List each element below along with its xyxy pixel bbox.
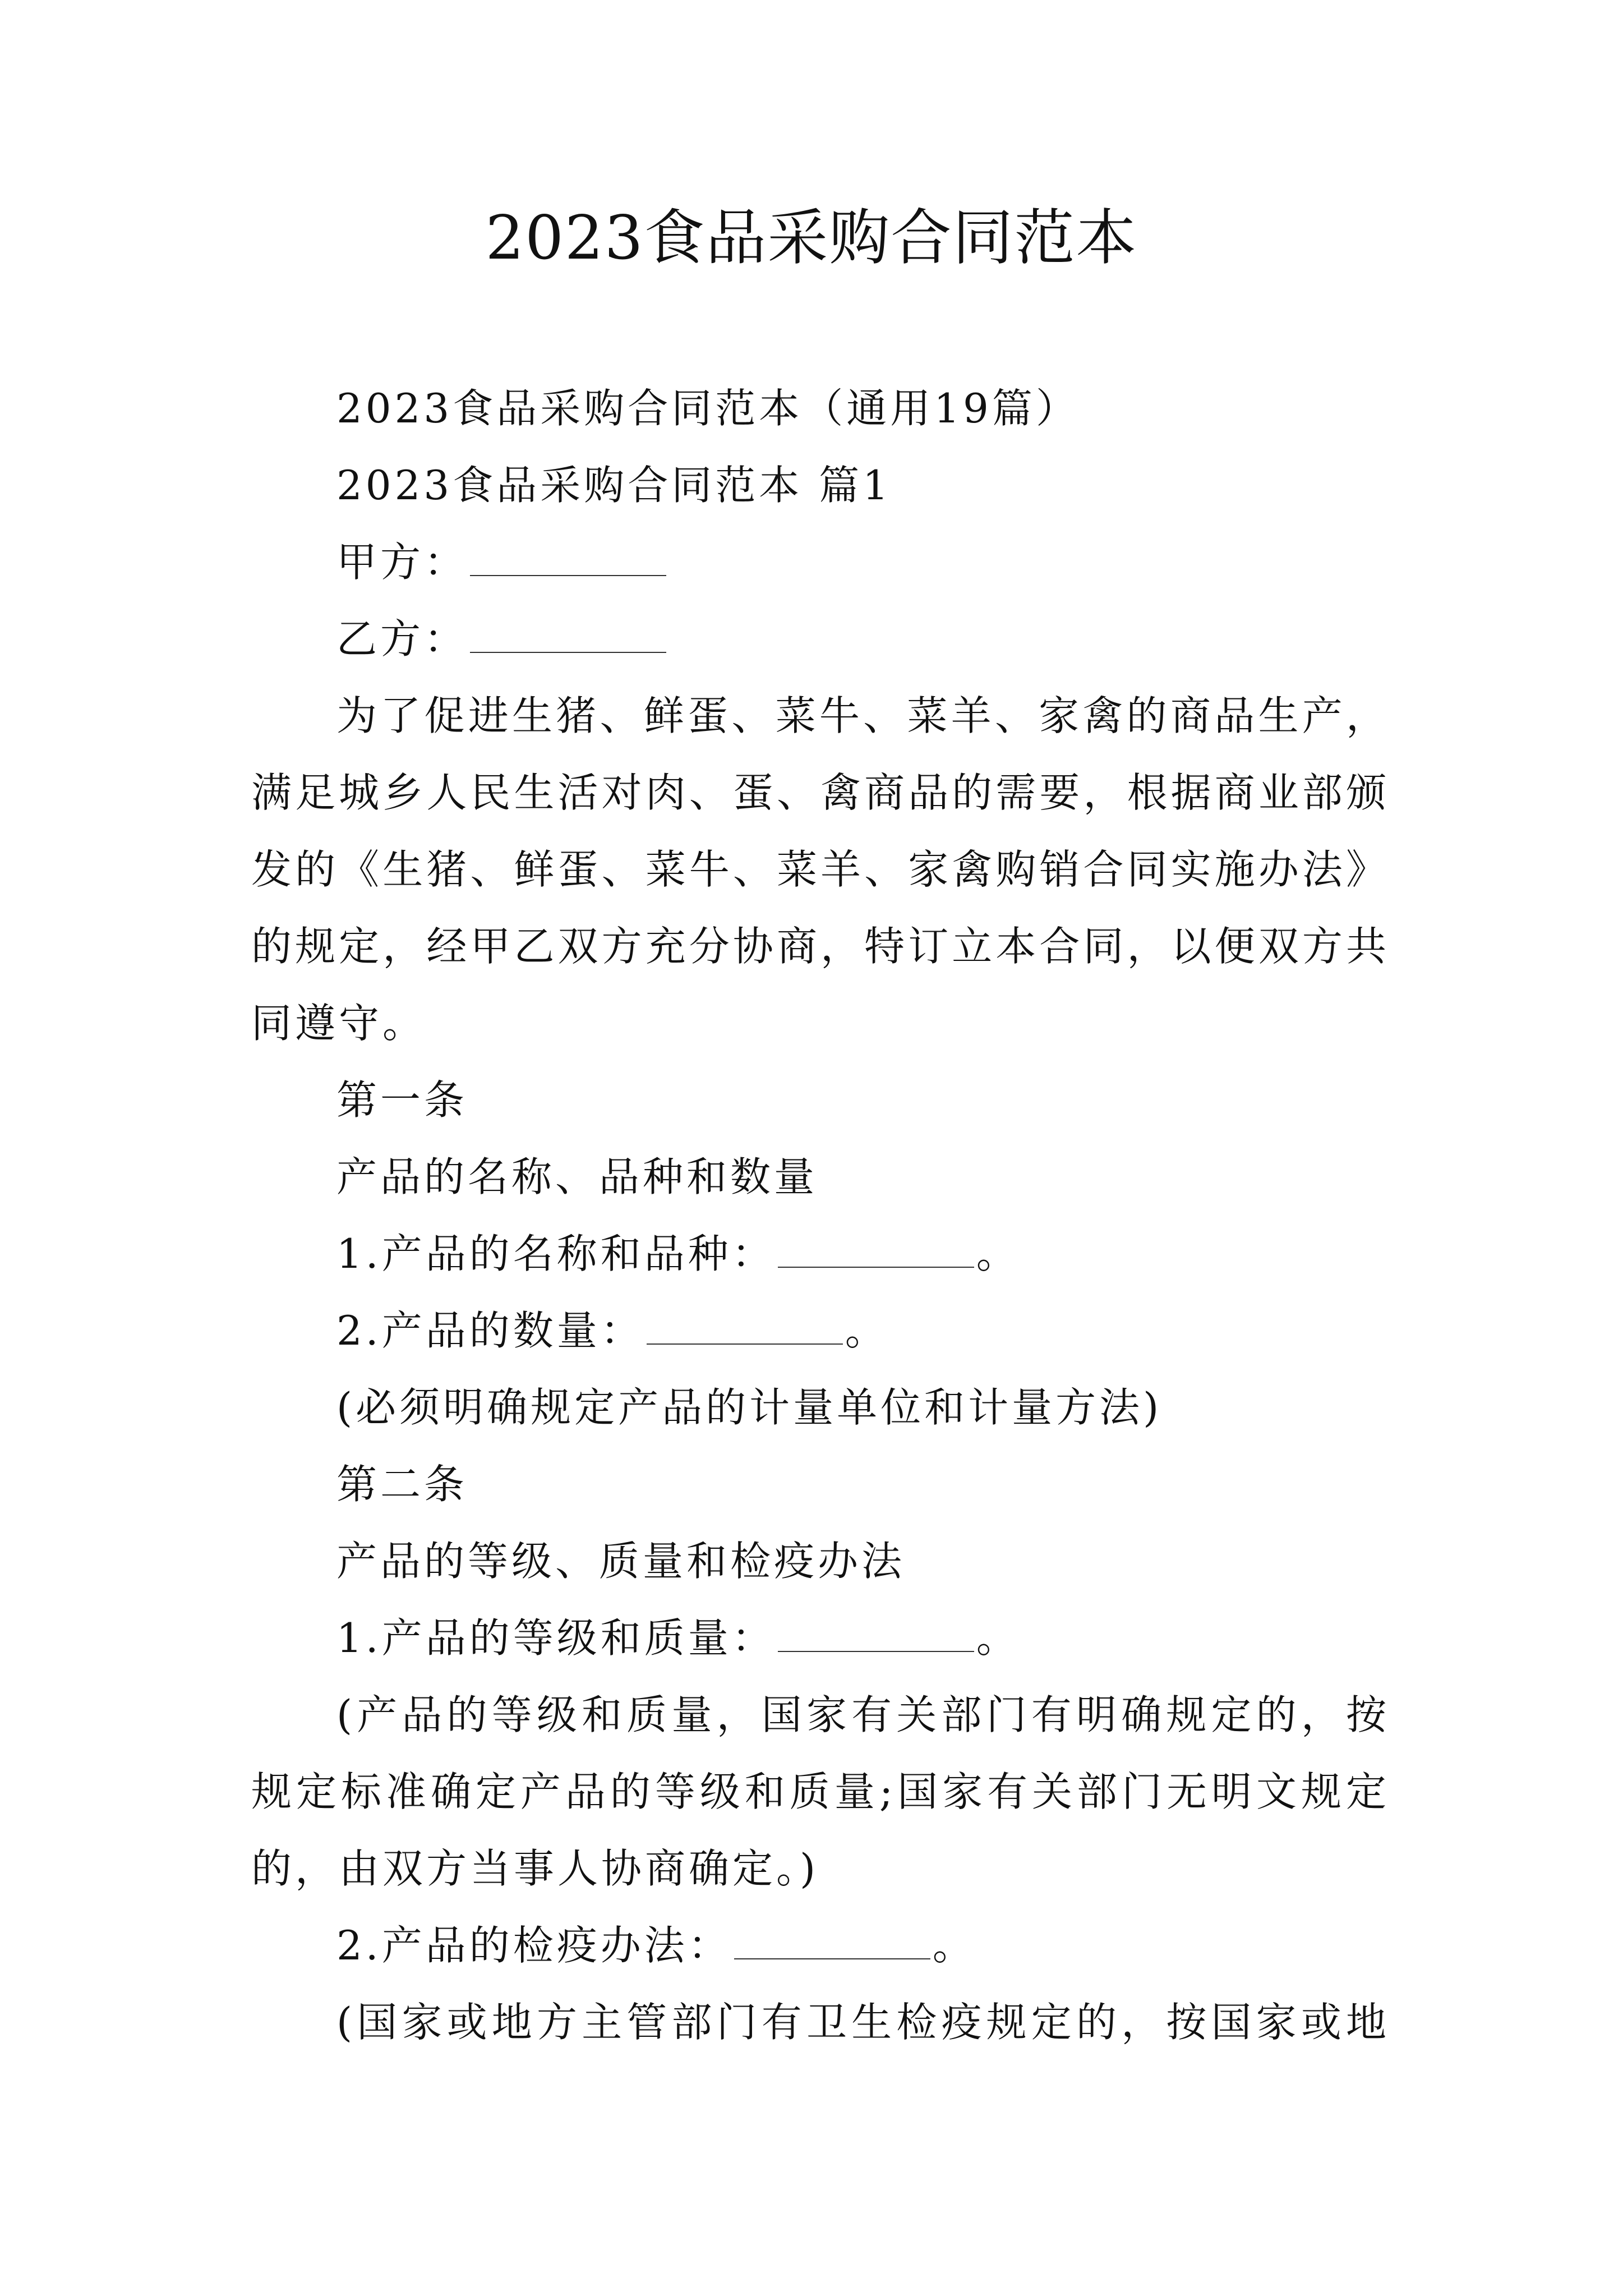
field-label: 1.产品的名称和品种： — [336, 1230, 776, 1277]
field-suffix: 。 — [845, 1307, 889, 1354]
form-field-line — [251, 1907, 1390, 1984]
fill-in-blank[interactable] — [470, 541, 666, 576]
paragraph-line: (国家或地方主管部门有卫生检疫规定的，按国家或地 — [336, 1999, 1390, 2046]
fill-in-blank[interactable] — [647, 1310, 843, 1345]
paragraph-line: 规定标准确定产品的等级和质量;国家有关部门无明文规定 — [251, 1768, 1390, 1815]
document-title: 2023食品采购合同范本 — [485, 203, 1138, 273]
field-label: 2.产品的数量： — [336, 1307, 644, 1354]
form-field-line — [251, 1216, 1390, 1292]
paragraph-line: 的，由双方当事人协商确定。) — [251, 1845, 819, 1892]
paragraph-line: 产品的等级、质量和检疫办法 — [336, 1538, 906, 1585]
form-field-line — [251, 601, 1390, 678]
field-suffix: 。 — [976, 1614, 1020, 1662]
fill-in-blank[interactable] — [470, 618, 666, 653]
paragraph-line: 为了促进生猪、鲜蛋、菜牛、菜羊、家禽的商品生产， — [336, 692, 1390, 739]
paragraph-line: 第二条 — [336, 1461, 468, 1508]
document-body — [251, 370, 1390, 2061]
fill-in-blank[interactable] — [778, 1233, 974, 1268]
paragraph-line: 第一条 — [336, 1076, 468, 1124]
paragraph-line: 发的《生猪、鲜蛋、菜牛、菜羊、家禽购销合同实施办法》 — [251, 846, 1390, 893]
field-label: 1.产品的等级和质量： — [336, 1614, 776, 1662]
fill-in-blank[interactable] — [778, 1617, 974, 1652]
field-label: 乙方： — [336, 615, 468, 662]
fill-in-blank[interactable] — [734, 1925, 930, 1959]
field-suffix: 。 — [976, 1230, 1020, 1277]
form-field-line — [251, 1600, 1390, 1677]
field-label: 甲方： — [336, 539, 468, 586]
paragraph-line: 满足城乡人民生活对肉、蛋、禽商品的需要，根据商业部颁 — [251, 769, 1390, 816]
paragraph-line: (产品的等级和质量，国家有关部门有明确规定的，按 — [336, 1691, 1390, 1738]
form-field-line — [251, 524, 1390, 601]
field-label: 2.产品的检疫办法： — [336, 1922, 732, 1969]
paragraph-line: 的规定，经甲乙双方充分协商，特订立本合同，以便双方共 — [251, 923, 1390, 970]
paragraph-line: (必须明确规定产品的计量单位和计量方法) — [336, 1384, 1163, 1431]
paragraph-line: 2023食品采购合同范本 篇1 — [336, 462, 892, 509]
paragraph-line: 产品的名称、品种和数量 — [336, 1153, 818, 1200]
paragraph-line: 同遵守。 — [251, 1000, 427, 1047]
field-suffix: 。 — [932, 1922, 976, 1969]
paragraph-line: 2023食品采购合同范本（通用19篇） — [336, 385, 1080, 432]
form-field-line — [251, 1292, 1390, 1369]
